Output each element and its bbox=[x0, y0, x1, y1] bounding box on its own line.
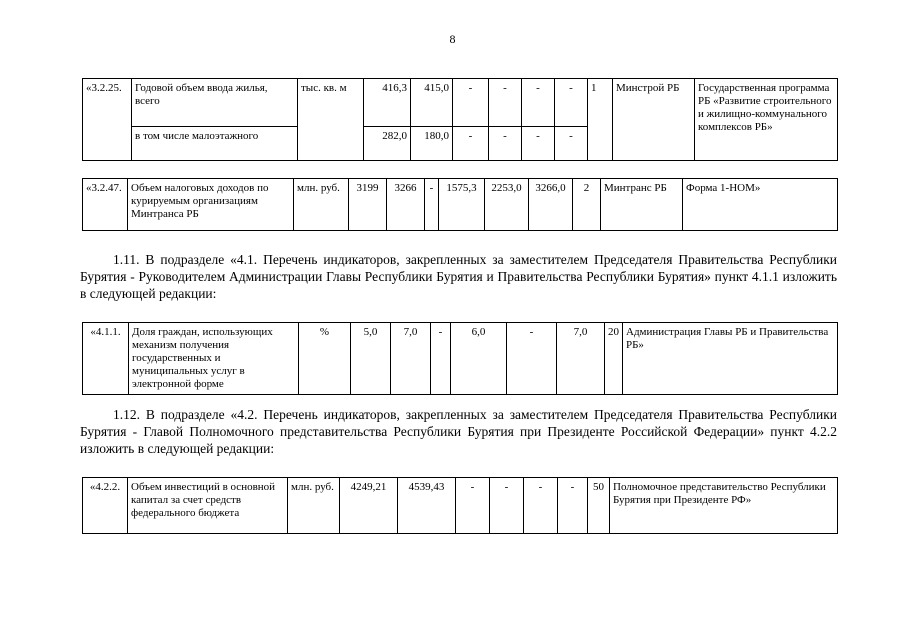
value-cell: 282,0 bbox=[364, 127, 411, 161]
value-cell: 2253,0 bbox=[485, 179, 529, 231]
unit: тыс. кв. м bbox=[298, 79, 364, 161]
value-cell: - bbox=[490, 478, 524, 534]
number-cell: 20 bbox=[605, 323, 623, 395]
value-cell: - bbox=[456, 478, 490, 534]
value-cell: - bbox=[555, 127, 588, 161]
value-cell: - bbox=[453, 79, 489, 127]
value-cell: 6,0 bbox=[451, 323, 507, 395]
value-cell: - bbox=[555, 79, 588, 127]
paragraph-text: 1.12. В подразделе «4.2. Перечень индикаторов, закрепленных за заместителем Председателя Правительства Республики Бурятия - Главой Полномочного представительства Республики Бурятия при Президенте Российской Федерации» пункт 4.2.2 изложить в следующей редакции: bbox=[80, 407, 837, 456]
number-cell: 50 bbox=[588, 478, 610, 534]
unit: млн. руб. bbox=[288, 478, 340, 534]
value-cell: - bbox=[425, 179, 439, 231]
indicator-code: «4.2.2. bbox=[83, 478, 128, 534]
responsible-cell: Минтранс РБ bbox=[601, 179, 683, 231]
paragraph-1-11 bbox=[80, 251, 837, 302]
indicator-table-3-2-47 bbox=[82, 178, 838, 231]
page-number: 8 bbox=[449, 32, 456, 46]
value-cell: 180,0 bbox=[411, 127, 453, 161]
value-cell: 5,0 bbox=[351, 323, 391, 395]
indicator-table-4-1-1 bbox=[82, 322, 838, 395]
indicator-table-4-2-2 bbox=[82, 477, 838, 534]
responsible-cell: Минстрой РБ bbox=[613, 79, 695, 161]
value-cell: - bbox=[489, 79, 522, 127]
indicator-name: Доля граждан, использующих механизм получения государственных и муниципальных услуг в электронной форме bbox=[129, 323, 299, 395]
value-cell: 1575,3 bbox=[439, 179, 485, 231]
value-cell: - bbox=[431, 323, 451, 395]
indicator-name: Объем инвестиций в основной капитал за счет средств федерального бюджета bbox=[128, 478, 288, 534]
indicator-code: «3.2.25. bbox=[83, 79, 132, 161]
value-cell: - bbox=[558, 478, 588, 534]
table-row bbox=[83, 179, 838, 231]
indicator-table-3-2-25 bbox=[82, 78, 838, 161]
value-cell: - bbox=[522, 127, 555, 161]
source-cell: Государственная программа РБ «Развитие строительного и жилищно-коммунального комплексов РБ» bbox=[695, 79, 838, 161]
value-cell: 7,0 bbox=[557, 323, 605, 395]
table-row bbox=[83, 79, 838, 127]
value-cell: - bbox=[453, 127, 489, 161]
value-cell: 3199 bbox=[349, 179, 387, 231]
value-cell: - bbox=[522, 79, 555, 127]
value-cell: 4539,43 bbox=[398, 478, 456, 534]
value-cell: 3266,0 bbox=[529, 179, 573, 231]
paragraph-1-12 bbox=[80, 406, 837, 457]
indicator-name: Объем налоговых доходов по курируемым организациям Минтранса РБ bbox=[128, 179, 294, 231]
indicator-code: «4.1.1. bbox=[83, 323, 129, 395]
value-cell: 7,0 bbox=[391, 323, 431, 395]
source-cell: Форма 1-НОМ» bbox=[683, 179, 838, 231]
paragraph-text: 1.11. В подразделе «4.1. Перечень индикаторов, закрепленных за заместителем Председателя Правительства Республики Бурятия - Руководителем Администрации Главы Республики Бурятия и Правительства Республики Бурятия» пункт 4.1.1 изложить в следующей редакции: bbox=[80, 252, 837, 301]
value-cell: - bbox=[507, 323, 557, 395]
value-cell: 415,0 bbox=[411, 79, 453, 127]
table-row bbox=[83, 323, 838, 395]
number-cell: 1 bbox=[588, 79, 613, 161]
indicator-code: «3.2.47. bbox=[83, 179, 128, 231]
unit: млн. руб. bbox=[294, 179, 349, 231]
value-cell: 4249,21 bbox=[340, 478, 398, 534]
value-cell: - bbox=[489, 127, 522, 161]
value-cell: - bbox=[524, 478, 558, 534]
table-row bbox=[83, 478, 838, 534]
unit: % bbox=[299, 323, 351, 395]
indicator-name: в том числе малоэтажного bbox=[132, 127, 298, 161]
value-cell: 3266 bbox=[387, 179, 425, 231]
number-cell: 2 bbox=[573, 179, 601, 231]
indicator-name: Годовой объем ввода жилья, всего bbox=[132, 79, 298, 127]
responsible-cell: Полномочное представительство Республики Бурятия при Президенте РФ» bbox=[610, 478, 838, 534]
value-cell: 416,3 bbox=[364, 79, 411, 127]
responsible-cell: Администрация Главы РБ и Правительства РБ» bbox=[623, 323, 838, 395]
